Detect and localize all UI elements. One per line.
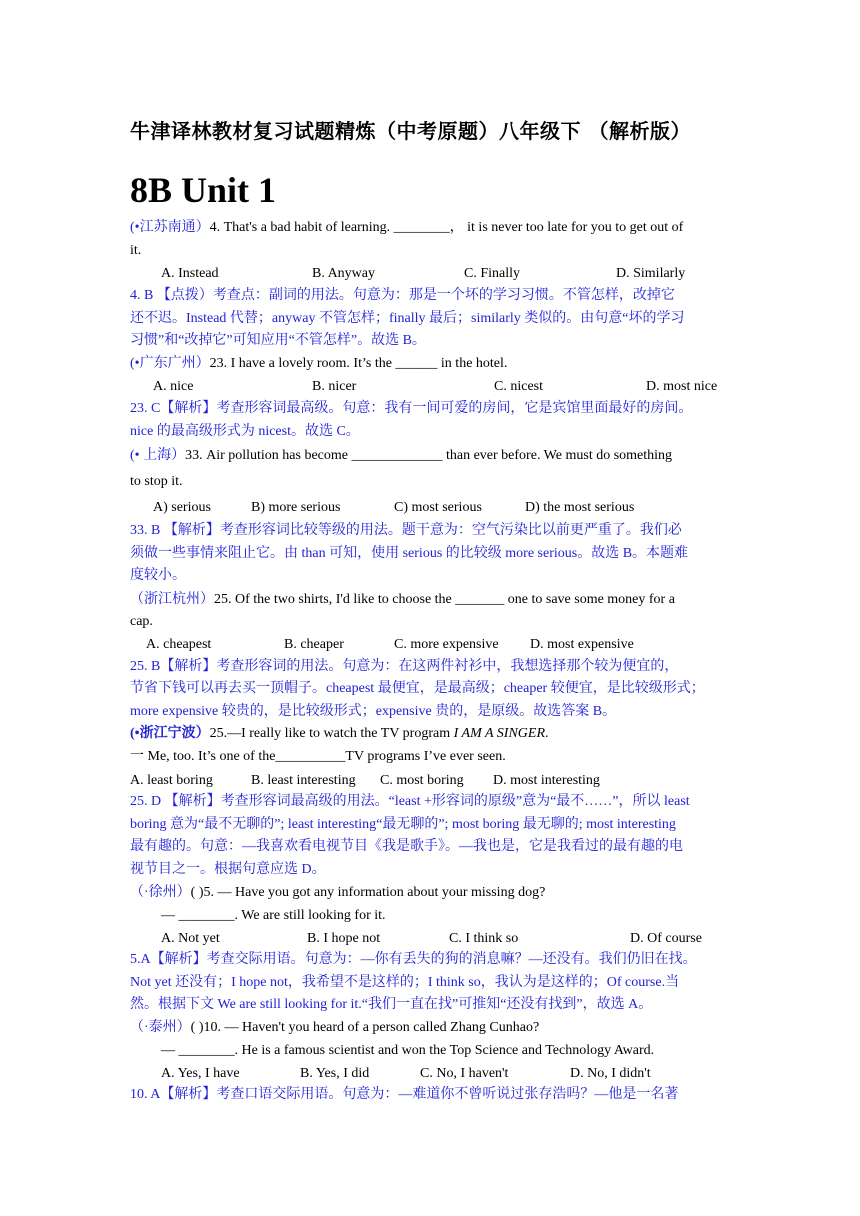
option-d: D. Of course <box>630 931 702 946</box>
question-4-stem <box>130 591 675 609</box>
answer-line: 5.A【解析】考查交际用语。句意为：—你有丢失的狗的消息嘛？—还没有。我们仍旧在找。 <box>130 952 697 967</box>
question-4-stem-cont: cap. <box>130 614 153 629</box>
answer-line: 节省下钱可以再去买一顶帽子。cheapest 最便宜，是最高级；cheaper 较便宜，是比较级形式； <box>130 681 705 696</box>
answer-line: more expensive 较贵的，是比较级形式；expensive 贵的，是原级。故选答案 B。 <box>130 704 617 719</box>
answer-line: 25. D 【解析】考查形容词最高级的用法。“least +形容词的原级”意为“最不……”，所以 least <box>130 794 690 809</box>
question-text: ( )5. — Have you got any information about your missing dog? <box>190 885 546 900</box>
answer-line: 须做一些事情来阻止它。由 than 可知，使用 serious 的比较级 more serious。故选 B。本题难 <box>130 546 689 561</box>
question-source: (• 上海） <box>130 448 186 463</box>
option-c: C. I think so <box>449 931 519 946</box>
option-c: C. nicest <box>494 379 543 394</box>
question-text-end: . <box>545 726 549 741</box>
option-c: C. Finally <box>464 266 521 281</box>
question-6-stem-cont: — ________. We are still looking for it. <box>161 908 386 923</box>
option-b: B. cheaper <box>284 637 344 652</box>
answer-line: 习惯”和“改掉它”可知应用“不管怎样”。故选 B。 <box>130 333 426 348</box>
answer-line: boring 意为“最不无聊的”; least interesting“最无聊的”; most boring 最无聊的; most interesting <box>130 817 676 832</box>
option-b: B. Anyway <box>312 266 375 281</box>
option-a: A. least boring <box>130 773 213 788</box>
option-c: C. No, I haven't <box>420 1066 509 1081</box>
question-source: （浙江杭州） <box>130 592 214 607</box>
option-c: C) most serious <box>394 500 482 515</box>
question-1-stem-cont: it. <box>130 243 142 258</box>
option-c: C. most boring <box>380 773 464 788</box>
answer-line: 视节目之一。根据句意应选 D。 <box>130 862 326 877</box>
option-c: C. more expensive <box>394 637 499 652</box>
question-3-stem <box>130 447 672 465</box>
document-title: 牛津译林教材复习试题精炼（中考原题）八年级下 （解析版） <box>130 119 691 143</box>
question-7-stem-cont: — ________. He is a famous scientist and won the Top Science and Technology Award. <box>161 1043 655 1058</box>
option-d: D) the most serious <box>525 500 635 515</box>
unit-heading: 8B Unit 1 <box>130 170 277 210</box>
option-a: A) serious <box>153 500 211 515</box>
option-b: B. nicer <box>312 379 357 394</box>
option-a: A. Not yet <box>161 931 220 946</box>
option-d: D. most nice <box>646 379 718 394</box>
option-d: D. No, I didn't <box>570 1066 651 1081</box>
question-1-stem <box>130 219 683 237</box>
answer-line: 10. A【解析】考查口语交际用语。句意为：—难道你不曾听说过张存浩吗？—他是一名著 <box>130 1087 679 1102</box>
question-2-stem <box>130 355 507 373</box>
option-a: A. Yes, I have <box>161 1066 240 1081</box>
question-source: （·泰州） <box>130 1020 191 1035</box>
question-5-stem <box>130 725 549 743</box>
question-7-stem <box>130 1019 539 1037</box>
option-a: A. cheapest <box>146 637 212 652</box>
option-d: D. Similarly <box>616 266 686 281</box>
option-a: A. Instead <box>161 266 219 281</box>
question-5-stem-cont: 一 Me, too. It’s one of the__________TV programs I’ve ever seen. <box>130 749 506 764</box>
answer-line: 然。根据下文 We are still looking for it.“我们一直在找”可推知“还没有找到”，故选 A。 <box>130 997 653 1012</box>
program-title: I AM A SINGER <box>453 726 545 741</box>
answer-line: 23. C【解析】考查形容词最高级。句意：我有一间可爱的房间，它是宾馆里面最好的房间。 <box>130 401 693 416</box>
answer-line: 度较小。 <box>130 568 186 583</box>
question-text: ( )10. — Haven't you heard of a person called Zhang Cunhao? <box>190 1020 540 1035</box>
option-b: B. least interesting <box>251 773 356 788</box>
option-b: B) more serious <box>251 500 341 515</box>
option-b: B. Yes, I did <box>300 1066 370 1081</box>
answer-line: 25. B【解析】考查形容词的用法。句意为：在这两件衬衫中，我想选择那个较为便宜的， <box>130 659 679 674</box>
answer-line: 33. B 【解析】考查形容词比较等级的用法。题干意为：空气污染比以前更严重了。我们必 <box>130 523 682 538</box>
question-text: 25.—I really like to watch the TV program <box>209 726 454 741</box>
option-d: D. most expensive <box>530 637 634 652</box>
answer-line: nice 的最高级形式为 nicest。故选 C。 <box>130 424 360 439</box>
question-source: (•广东广州） <box>130 356 210 371</box>
question-source: (•浙江宁波） <box>130 726 210 741</box>
question-text: 25. Of the two shirts, I'd like to choose the _______ one to save some money for a <box>214 592 675 607</box>
question-text: 4. That's a bad habit of learning. ________， it is never too late for you to get out of <box>209 220 684 235</box>
question-3-stem-cont: to stop it. <box>130 474 183 489</box>
question-source: (•江苏南通） <box>130 220 210 235</box>
question-6-stem <box>130 884 545 902</box>
question-text: 23. I have a lovely room. It’s the ______ in the hotel. <box>209 356 508 371</box>
question-text: 33. Air pollution has become _____________ than ever before. We must do something <box>185 448 673 463</box>
option-a: A. nice <box>153 379 194 394</box>
answer-line: 最有趣的。句意：—我喜欢看电视节目《我是歌手》。—我也是，它是我看过的最有趣的电 <box>130 839 683 854</box>
option-d: D. most interesting <box>493 773 600 788</box>
option-b: B. I hope not <box>307 931 381 946</box>
question-source: （·徐州） <box>130 885 191 900</box>
answer-line: Not yet 还没有；I hope not，我希望不是这样的；I think so，我认为是这样的；Of course.当 <box>130 975 680 990</box>
answer-line: 还不迟。Instead 代替；anyway 不管怎样；finally 最后；similarly 类似的。由句意“坏的学习 <box>130 311 685 326</box>
answer-line: 4. B 【点拨）考查点：副词的用法。句意为：那是一个坏的学习习惯。不管怎样，改掉它 <box>130 288 675 303</box>
